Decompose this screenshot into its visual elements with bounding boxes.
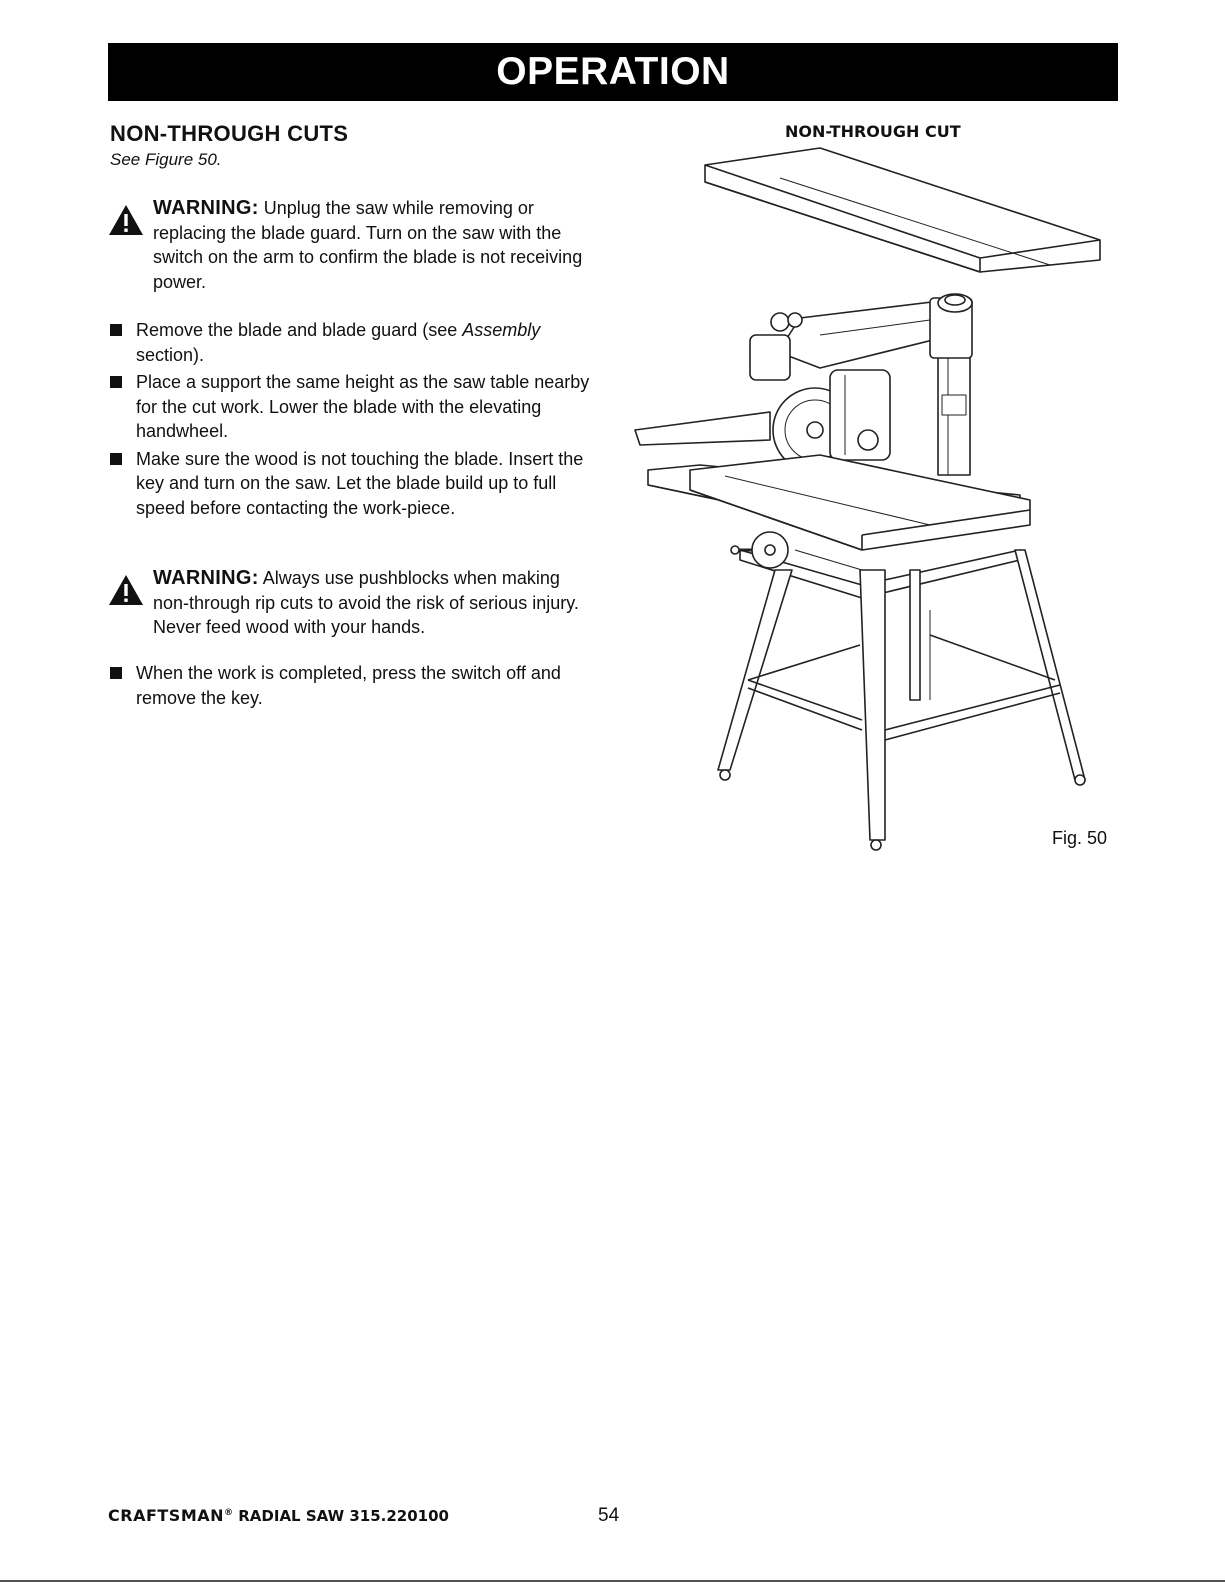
saw-table-icon: [690, 455, 1030, 550]
warning-text-2: [153, 566, 588, 640]
elevating-handwheel-icon: [731, 532, 788, 568]
figure-title: NON-THROUGH CUT: [785, 122, 961, 141]
list-item: Make sure the wood is not touching the blade. Insert the key and turn on the saw. Let the blade build up to full speed before contacting the work-piece.: [108, 447, 598, 521]
warning-block-1: [108, 196, 588, 294]
warning-body: Unplug the saw while removing or replacing the blade guard. Turn on the saw with the switch on the arm to confirm the blade is not receiving power.: [153, 198, 583, 292]
radial-arm-saw-illustration: [630, 140, 1110, 860]
assembly-reference: Assembly: [462, 320, 541, 340]
saw-arm-icon: [771, 294, 972, 368]
warning-text-1: [153, 196, 588, 294]
instruction-list-1: [108, 318, 598, 523]
header-title: OPERATION: [496, 50, 730, 93]
warning-label: WARNING:: [153, 567, 259, 589]
registered-mark-icon: ®: [224, 1508, 234, 1518]
warning-label: WARNING:: [153, 197, 259, 219]
footer-model: RADIAL SAW 315.220100: [238, 1507, 449, 1525]
list-item: Remove the blade and blade guard (see Assembly section).: [108, 318, 598, 367]
warning-triangle-icon: [108, 204, 144, 236]
instruction-list-2: [108, 661, 598, 713]
bullet-square-icon: [110, 376, 122, 388]
list-item: Place a support the same height as the saw table nearby for the cut work. Lower the blade with the elevating handwheel.: [108, 370, 598, 444]
figure-caption: Fig. 50: [1052, 828, 1108, 848]
bullet-square-icon: [110, 667, 122, 679]
bullet-square-icon: [110, 324, 122, 336]
page-header: [108, 43, 1118, 101]
page-number: 54: [598, 1505, 620, 1526]
bottom-divider: [0, 1580, 1225, 1582]
warning-body: Always use pushblocks when making non-through rip cuts to avoid the risk of serious injury. Never feed wood with your hands.: [153, 568, 579, 637]
craftsman-logo: CRAFTSMAN: [108, 1506, 225, 1525]
footer-brand: [108, 1506, 449, 1525]
saw-stand-legs-icon: [718, 550, 1085, 850]
see-figure-reference: See Figure 50.: [110, 150, 222, 169]
section-title: NON-THROUGH CUTS: [110, 121, 349, 146]
workpiece-board-icon: [705, 148, 1100, 272]
bullet-square-icon: [110, 453, 122, 465]
list-item: When the work is completed, press the switch off and remove the key.: [108, 661, 598, 710]
warning-triangle-icon: [108, 574, 144, 606]
warning-block-2: [108, 566, 588, 640]
